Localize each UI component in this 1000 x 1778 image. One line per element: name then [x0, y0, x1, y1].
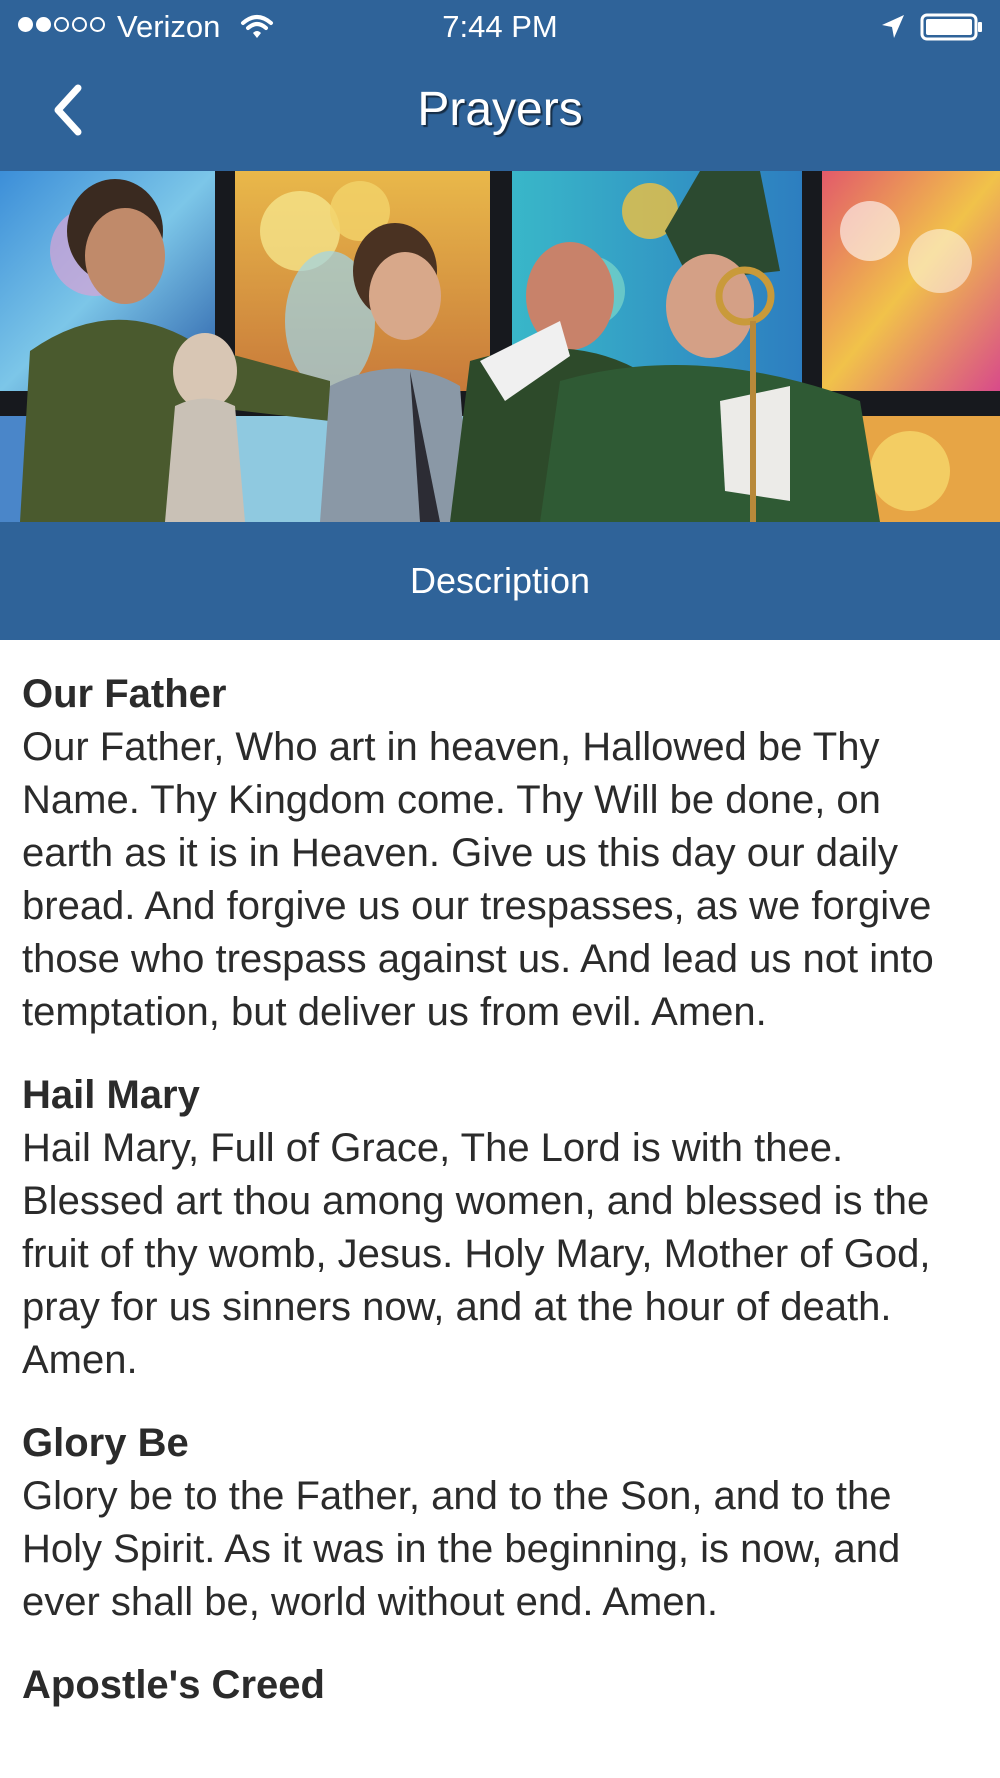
status-time: 7:44 PM [442, 9, 558, 44]
prayer-title: Our Father [22, 672, 227, 716]
confirmation-photo [0, 171, 1000, 522]
status-bar [0, 0, 1000, 54]
carrier-name: Verizon [117, 9, 221, 44]
navigation-bar [0, 54, 1000, 171]
prayer-title: Glory Be [22, 1421, 189, 1465]
description-label: Description [409, 560, 591, 601]
location-arrow-icon [878, 12, 908, 42]
prayer-title: Apostle's Creed [22, 1663, 325, 1707]
description-header[interactable] [0, 522, 1000, 640]
prayer-text: Hail Mary, Full of Grace, The Lord is with thee. Blessed art thou among women, and blessed is the fruit of thy womb, Jesus. Holy Mary, Mother of God, pray for us sinners now, and at the hour of death. Amen. [22, 1126, 931, 1382]
prayer-title: Hail Mary [22, 1073, 200, 1117]
prayer-our-father [22, 668, 982, 1039]
prayers-list [22, 668, 982, 1742]
prayer-apostles-creed [22, 1659, 982, 1712]
prayer-text: Our Father, Who art in heaven, Hallowed be Thy Name. Thy Kingdom come. Thy Will be done, on earth as it is in Heaven. Give us this day our daily bread. And forgive us our trespasses, as we forgive those who trespass against us. And lead us not into temptation, but deliver us from evil. Amen. [22, 725, 934, 1034]
top-bar [0, 0, 1000, 171]
prayer-glory-be [22, 1417, 982, 1629]
page-title: Prayers [417, 83, 583, 136]
prayer-hail-mary [22, 1069, 982, 1387]
hero-image [0, 171, 1000, 522]
prayer-text: Glory be to the Father, and to the Son, and to the Holy Spirit. As it was in the beginning, is now, and ever shall be, world without end. Amen. [22, 1474, 901, 1624]
battery-icon [920, 12, 984, 42]
